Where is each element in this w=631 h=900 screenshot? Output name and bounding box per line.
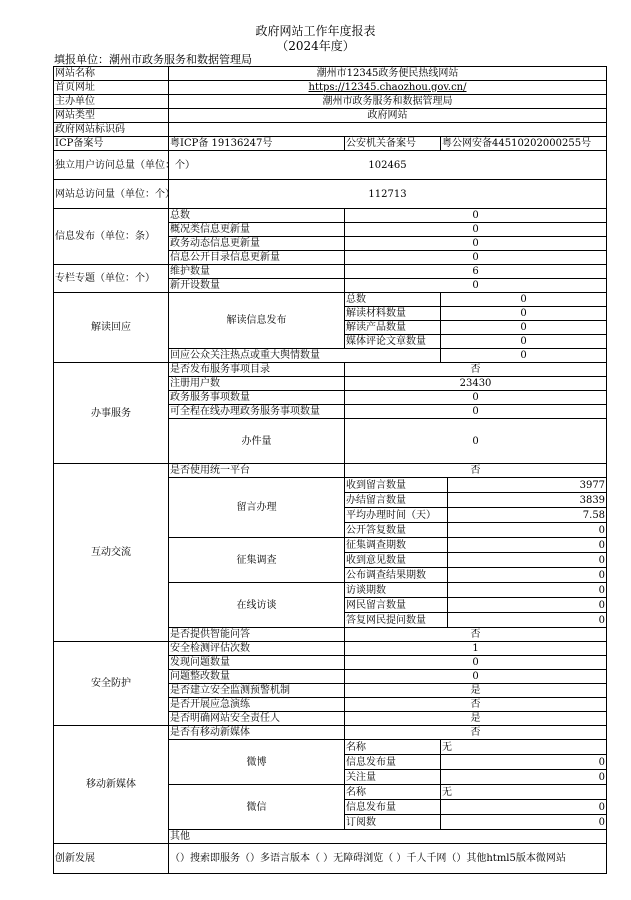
- msg-row-label: 收到留言数量: [345, 478, 448, 493]
- info-row-value: 0: [345, 209, 607, 223]
- site-name-value: 潮州市12345政务便民热线网站: [169, 67, 607, 81]
- msg-row-label: 公开答复数量: [345, 523, 448, 538]
- service-row-value: 23430: [345, 377, 607, 391]
- survey-row-value: 0: [448, 538, 607, 553]
- service-row-label: 是否发布服务事项目录: [169, 363, 345, 377]
- wechat-row-value: 0: [441, 815, 607, 830]
- weibo-row-label: 信息发布量: [345, 755, 441, 770]
- survey-sub-label: 征集调查: [169, 538, 345, 583]
- interp-row-value: 0: [441, 335, 607, 349]
- report-table: [53, 66, 607, 874]
- security-section-label: 安全防护: [54, 642, 169, 726]
- info-row-value: 0: [345, 251, 607, 265]
- innovation-label: 创新发展: [54, 844, 169, 874]
- msg-sub-label: 留言办理: [169, 478, 345, 538]
- icp-label: ICP备案号: [54, 137, 169, 151]
- interact-unified-label: 是否使用统一平台: [169, 464, 345, 478]
- topic-row-value: 0: [345, 279, 607, 293]
- wechat-row-value: 无: [441, 785, 607, 800]
- info-section-label: 信息发布（单位：条）: [54, 209, 169, 265]
- mobile-section-label: 移动新媒体: [54, 726, 169, 844]
- site-id-label: 政府网站标识码: [54, 123, 169, 137]
- site-name-label: 网站名称: [54, 67, 169, 81]
- interp-response-value: 0: [441, 349, 607, 363]
- survey-row-value: 0: [448, 568, 607, 583]
- interp-row-label: 总数: [345, 293, 441, 307]
- filing-unit: 填报单位：潮州市政务服务和数据管理局: [54, 53, 252, 66]
- security-row-value: 是: [345, 684, 607, 698]
- security-row-label: 是否明确网站安全责任人: [169, 712, 345, 726]
- weibo-row-label: 名称: [345, 740, 441, 755]
- security-row-label: 是否建立安全监测预警机制: [169, 684, 345, 698]
- survey-row-label: 公布调查结果期数: [345, 568, 448, 583]
- service-row-value: 否: [345, 363, 607, 377]
- security-row-label: 发现问题数量: [169, 656, 345, 670]
- interact-section-label: 互动交流: [54, 464, 169, 642]
- police-value: 粤公网安备44510202000255号: [441, 137, 607, 151]
- topic-row-label: 维护数量: [169, 265, 345, 279]
- security-row-value: 1: [345, 642, 607, 656]
- msg-row-value: 3839: [448, 493, 607, 508]
- mobile-other-label: 其他: [169, 830, 607, 844]
- info-row-value: 0: [345, 223, 607, 237]
- msg-row-value: 3977: [448, 478, 607, 493]
- security-row-label: 安全检测评估次数: [169, 642, 345, 656]
- report-year: （2024年度）: [276, 39, 355, 53]
- service-section-label: 办事服务: [54, 363, 169, 464]
- weibo-row-label: 关注量: [345, 770, 441, 785]
- uv-label: 独立用户访问总量（单位：个）: [54, 151, 169, 180]
- smart-qa-value: 否: [345, 628, 607, 642]
- interp-sub-label: 解读信息发布: [169, 293, 345, 349]
- homepage-link[interactable]: https://12345.chaozhou.gov.cn/: [308, 82, 467, 93]
- interp-row-label: 解读产品数量: [345, 321, 441, 335]
- interp-row-label: 解读材料数量: [345, 307, 441, 321]
- interview-row-label: 答复网民提问数量: [345, 613, 448, 628]
- survey-row-label: 征集调查期数: [345, 538, 448, 553]
- msg-row-label: 办结留言数量: [345, 493, 448, 508]
- sponsor-value: 潮州市政务服务和数据管理局: [169, 95, 607, 109]
- innovation-value: （）搜索即服务（）多语言版本（ ）无障碍浏览（ ）千人千网（）其他html5版本微网站: [169, 844, 607, 874]
- site-id-value: [169, 123, 607, 137]
- homepage-label: 首页网址: [54, 81, 169, 95]
- wechat-row-label: 名称: [345, 785, 441, 800]
- topic-row-value: 6: [345, 265, 607, 279]
- sponsor-label: 主办单位: [54, 95, 169, 109]
- uv-value: 102465: [169, 151, 607, 180]
- report-title: 政府网站工作年度报表: [255, 24, 376, 38]
- topic-row-label: 新开设数量: [169, 279, 345, 293]
- interp-row-value: 0: [441, 293, 607, 307]
- weibo-sub-label: 微博: [169, 740, 345, 785]
- pv-value: 112713: [169, 180, 607, 209]
- interp-section-label: 解读回应: [54, 293, 169, 363]
- interview-row-label: 访谈期数: [345, 583, 448, 598]
- icp-value: 粤ICP备 19136247号: [169, 137, 345, 151]
- site-type-value: 政府网站: [169, 109, 607, 123]
- wechat-sub-label: 微信: [169, 785, 345, 830]
- info-row-label: 概况类信息更新量: [169, 223, 345, 237]
- survey-row-label: 收到意见数量: [345, 553, 448, 568]
- service-row-value: 0: [345, 391, 607, 405]
- pv-label: 网站总访问量（单位：个）: [54, 180, 169, 209]
- interact-unified-value: 否: [345, 464, 607, 478]
- security-row-value: 0: [345, 670, 607, 684]
- weibo-row-value: 0: [441, 770, 607, 785]
- interp-row-label: 媒体评论文章数量: [345, 335, 441, 349]
- interview-sub-label: 在线访谈: [169, 583, 345, 628]
- security-row-value: 否: [345, 698, 607, 712]
- service-row-label: 办件量: [169, 419, 345, 464]
- security-row-label: 问题整改数量: [169, 670, 345, 684]
- interview-row-label: 网民留言数量: [345, 598, 448, 613]
- service-row-label: 可全程在线办理政务服务事项数量: [169, 405, 345, 419]
- site-type-label: 网站类型: [54, 109, 169, 123]
- weibo-row-value: 0: [441, 755, 607, 770]
- interview-row-value: 0: [448, 613, 607, 628]
- interp-row-value: 0: [441, 321, 607, 335]
- info-row-label: 总数: [169, 209, 345, 223]
- wechat-row-value: 0: [441, 800, 607, 815]
- info-row-value: 0: [345, 237, 607, 251]
- weibo-row-value: 无: [441, 740, 607, 755]
- security-row-value: 0: [345, 656, 607, 670]
- interp-row-value: 0: [441, 307, 607, 321]
- service-row-label: 政务服务事项数量: [169, 391, 345, 405]
- service-row-label: 注册用户数: [169, 377, 345, 391]
- survey-row-value: 0: [448, 553, 607, 568]
- msg-row-value: 7.58: [448, 508, 607, 523]
- info-row-label: 政务动态信息更新量: [169, 237, 345, 251]
- mobile-has-value: 否: [345, 726, 607, 740]
- wechat-row-label: 信息发布量: [345, 800, 441, 815]
- msg-row-label: 平均办理时间（天）: [345, 508, 448, 523]
- security-row-value: 是: [345, 712, 607, 726]
- smart-qa-label: 是否提供智能问答: [169, 628, 345, 642]
- service-row-value: 0: [345, 405, 607, 419]
- msg-row-value: 0: [448, 523, 607, 538]
- security-row-label: 是否开展应急演练: [169, 698, 345, 712]
- interview-row-value: 0: [448, 598, 607, 613]
- wechat-row-label: 订阅数: [345, 815, 441, 830]
- topic-section-label: 专栏专题（单位：个）: [54, 265, 169, 293]
- service-row-value: 0: [345, 419, 607, 464]
- mobile-has-label: 是否有移动新媒体: [169, 726, 345, 740]
- interp-response-label: 回应公众关注热点或重大舆情数量: [169, 349, 441, 363]
- police-label: 公安机关备案号: [345, 137, 441, 151]
- interview-row-value: 0: [448, 583, 607, 598]
- info-row-label: 信息公开目录信息更新量: [169, 251, 345, 265]
